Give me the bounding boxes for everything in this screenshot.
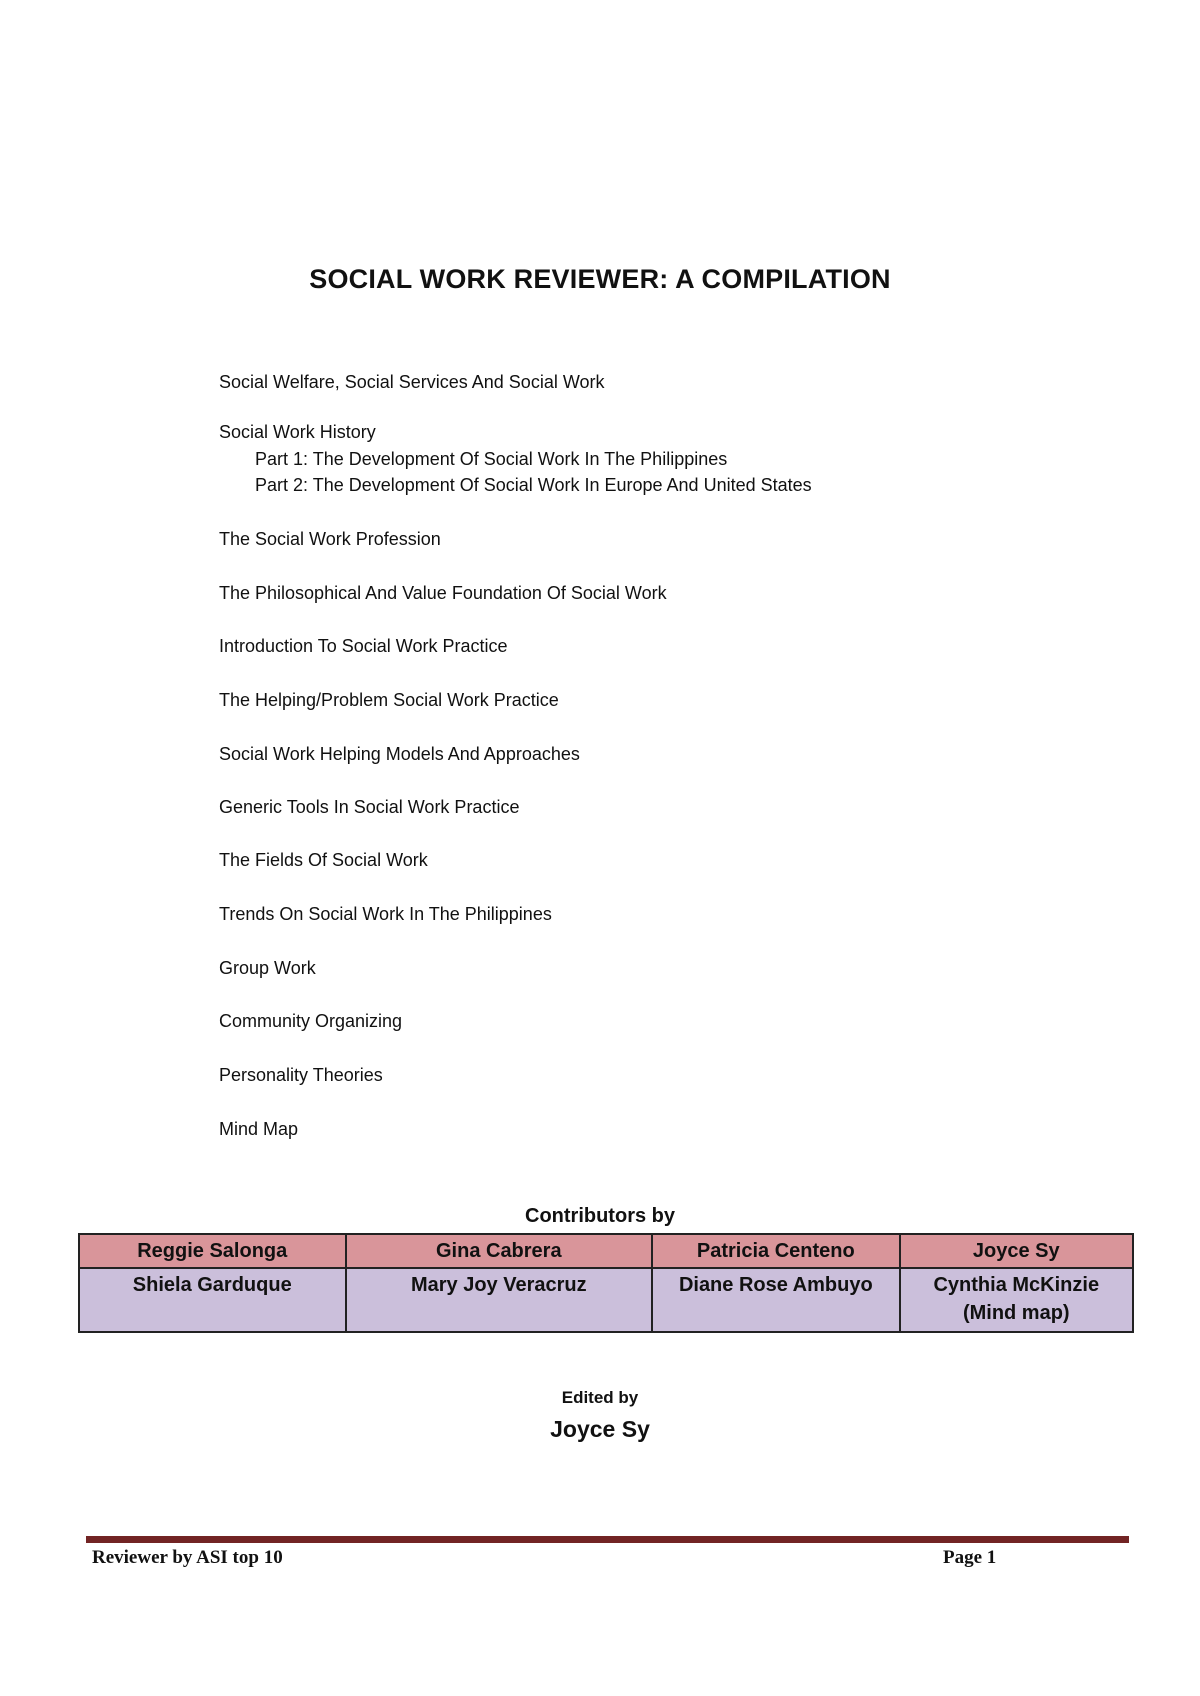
contributor-cell: Shiela Garduque <box>79 1268 346 1332</box>
table-row <box>79 1268 1133 1332</box>
editor-name: Joyce Sy <box>550 1416 650 1442</box>
toc-item-group-work: Group Work <box>219 958 316 978</box>
table-row <box>79 1234 1133 1268</box>
toc-item-mind-map: Mind Map <box>219 1119 299 1139</box>
contributor-cell: Mary Joy Veracruz <box>346 1268 653 1332</box>
contributor-cell: Cynthia McKinzie (Mind map) <box>900 1268 1133 1332</box>
toc-item-fields: The Fields Of Social Work <box>219 850 428 870</box>
toc-item-generic-tools: Generic Tools In Social Work Practice <box>219 797 520 817</box>
toc-item-profession: The Social Work Profession <box>219 529 441 549</box>
toc-subitem-part-1: Part 1: The Development Of Social Work In The Philippines <box>255 449 728 469</box>
footer-left-text: Reviewer by ASI top 10 <box>92 1547 283 1568</box>
toc-item-personality-theories: Personality Theories <box>219 1065 383 1085</box>
toc-subitem-part-2: Part 2: The Development Of Social Work In Europe And United States <box>255 475 812 495</box>
contributor-cell: Diane Rose Ambuyo <box>652 1268 899 1332</box>
toc-item-helping-models: Social Work Helping Models And Approaches <box>219 744 580 764</box>
footer-divider <box>86 1536 1129 1543</box>
toc-item-trends: Trends On Social Work In The Philippines <box>219 904 552 924</box>
page-number: Page 1 <box>943 1547 997 1568</box>
document-title: SOCIAL WORK REVIEWER: A COMPILATION <box>309 264 891 294</box>
toc-item-helping-problem-practice: The Helping/Problem Social Work Practice <box>219 690 559 710</box>
contributors-heading: Contributors by <box>525 1205 675 1227</box>
toc-item-social-work-history: Social Work History <box>219 422 376 442</box>
contributor-cell: Gina Cabrera <box>346 1234 653 1268</box>
toc-item-community-organizing: Community Organizing <box>219 1011 403 1031</box>
contributor-cell: Reggie Salonga <box>79 1234 346 1268</box>
toc-item-social-welfare: Social Welfare, Social Services And Social Work <box>219 372 605 392</box>
contributor-cell: Patricia Centeno <box>652 1234 899 1268</box>
edited-by-label: Edited by <box>561 1388 639 1407</box>
contributors-table <box>78 1233 1134 1333</box>
contributor-cell: Joyce Sy <box>900 1234 1133 1268</box>
toc-item-intro-practice: Introduction To Social Work Practice <box>219 636 508 656</box>
toc-item-philosophical-foundation: The Philosophical And Value Foundation Of Social Work <box>219 583 667 603</box>
